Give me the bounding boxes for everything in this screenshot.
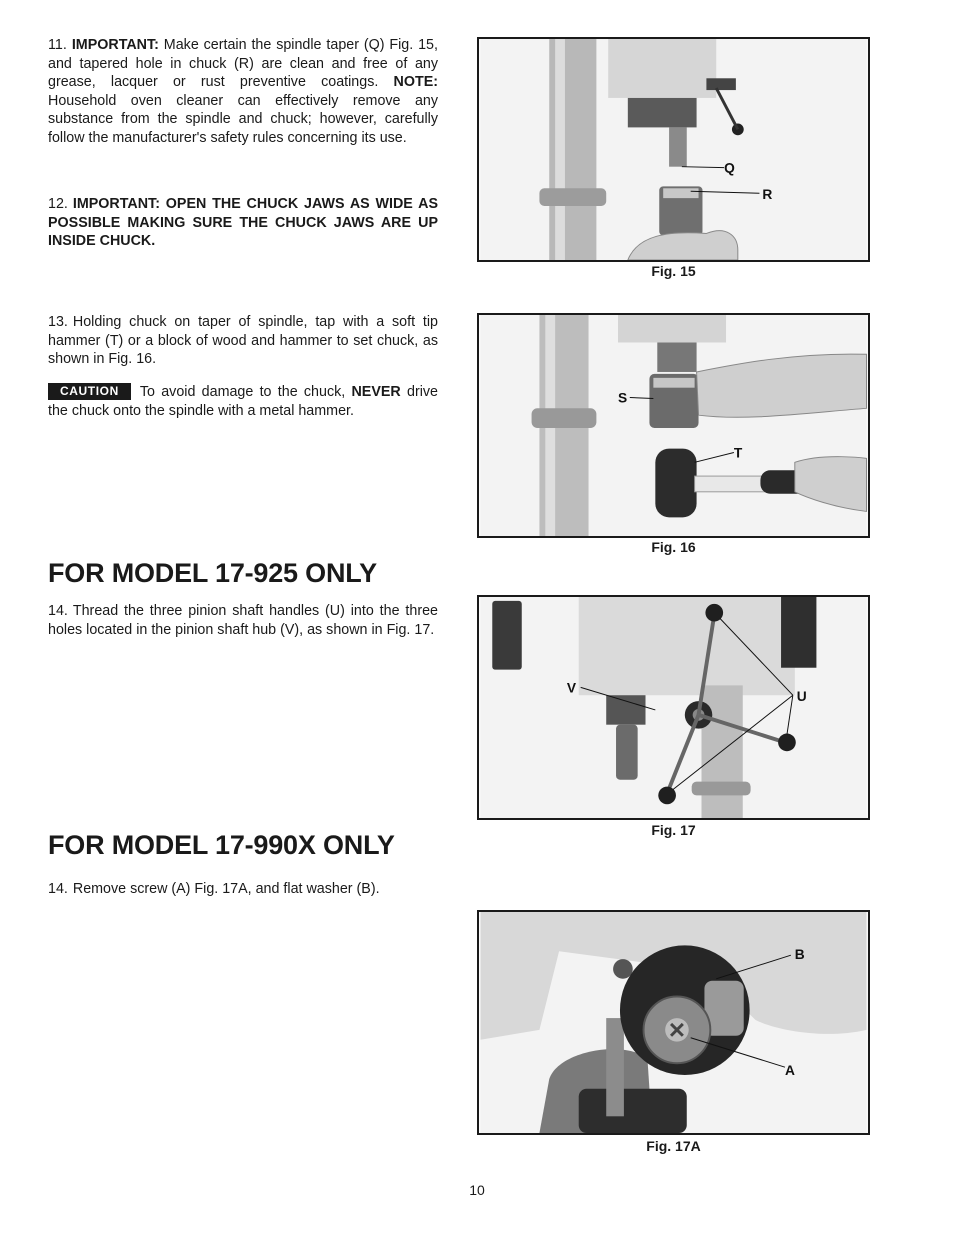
step-number: 12. (48, 196, 68, 212)
caution-paragraph (48, 383, 438, 420)
step-number: 14. (48, 881, 68, 897)
callout-v: V (566, 680, 577, 696)
figure-17a-caption: Fig. 17A (646, 1138, 701, 1154)
pinion-handles-illustration (479, 597, 868, 818)
figure-17-caption: Fig. 17 (651, 822, 696, 838)
section-heading-17-990x: FOR MODEL 17-990X ONLY (48, 830, 395, 860)
figure-17-photo (477, 595, 870, 820)
drill-press-spindle-illustration (479, 39, 868, 260)
caution-badge: CAUTION (48, 383, 131, 400)
caution-text-end: drive the chuck onto the spindle with a metal hammer. (48, 384, 438, 419)
screw-washer-illustration (479, 912, 868, 1133)
step-number: 14. (48, 603, 68, 619)
step-13-paragraph (48, 313, 438, 369)
callout-t: T (733, 445, 743, 461)
step-11-paragraph (48, 36, 438, 148)
step-number: 13. (48, 314, 68, 330)
callout-q: Q (724, 160, 735, 176)
figure-15-caption: Fig. 15 (651, 263, 696, 279)
step-13-text: Holding chuck on taper of spindle, tap with a soft tip hammer (T) or a block of wood and hammer to set chuck, as shown in Fig. 16. (48, 314, 438, 368)
step-12-text: IMPORTANT: OPEN THE CHUCK JAWS AS WIDE AS POSSIBLE MAKING SURE THE CHUCK JAWS ARE UP INSIDE CHUCK. (48, 196, 438, 250)
never-label: NEVER (351, 384, 401, 400)
caution-text: To avoid damage to the chuck, (139, 384, 352, 400)
step-14-925-paragraph (48, 602, 438, 639)
step-12-paragraph (48, 195, 438, 251)
callout-u: U (796, 689, 807, 705)
step-14-990x-text: Remove screw (A) Fig. 17A, and flat washer (B). (72, 881, 380, 897)
figure-16-caption: Fig. 16 (651, 539, 696, 555)
callout-s: S (618, 390, 628, 406)
note-label: NOTE: (393, 74, 438, 91)
section-heading-17-925: FOR MODEL 17-925 ONLY (48, 558, 377, 588)
callout-r: R (762, 187, 773, 203)
step-14-990x-paragraph (48, 880, 438, 899)
step-11-text: Make certain the spindle taper (Q) Fig. 15, and tapered hole in chuck (R) are clean and free of any grease, lacquer or rust preventive coatings. (48, 37, 438, 91)
step-11-note-text: Household oven cleaner can effectively remove any substance from the spindle and chuck; however, carefully follow the manufacturer's safety rules concerning its use. (48, 92, 438, 146)
figure-15-photo (477, 37, 870, 262)
chuck-hammer-illustration (479, 315, 868, 536)
figure-17a-photo (477, 910, 870, 1135)
callout-b: B (794, 947, 805, 963)
step-number: 11. (48, 37, 67, 53)
figure-16-photo (477, 313, 870, 538)
important-label: IMPORTANT: (71, 37, 159, 53)
callout-a: A (784, 1063, 795, 1079)
step-14-925-text: Thread the three pinion shaft handles (U) into the three holes located in the pinion shaft hub (V), as shown in Fig. 17. (48, 603, 438, 638)
page-number: 10 (469, 1182, 485, 1198)
